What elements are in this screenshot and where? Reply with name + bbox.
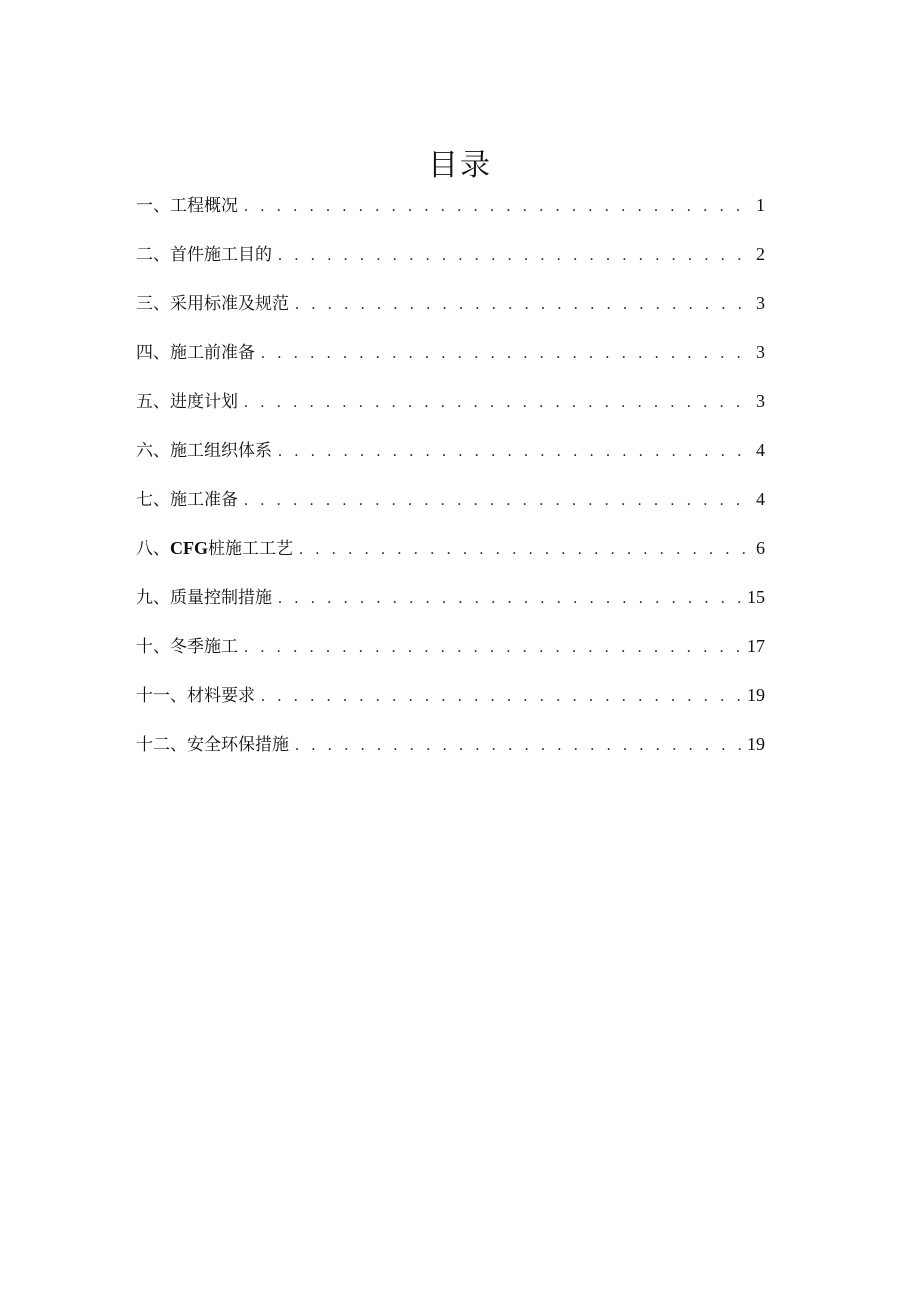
toc-entry[interactable] [136,333,765,371]
toc-entry[interactable] [136,186,765,224]
toc-entry[interactable] [136,676,765,714]
toc-page-number: 3 [756,391,765,411]
toc-entry-label: 九、质量控制措施 [136,588,272,608]
toc-entry[interactable] [136,480,765,518]
toc-page-number: 1 [756,195,765,215]
toc-entry-label: 十、冬季施工 [136,637,238,657]
toc-dot-leader [278,580,743,618]
toc-entry[interactable] [136,235,765,273]
toc-entry-label: 六、施工组织体系 [136,441,272,461]
toc-dot-leader [299,531,752,569]
toc-entry[interactable] [136,382,765,420]
toc-page-number: 4 [756,489,765,509]
toc-entry[interactable] [136,284,765,322]
toc-entry-label: 一、工程概况 [136,196,238,216]
toc-dot-leader [244,482,752,520]
toc-dot-leader [278,433,752,471]
toc-dot-leader [244,188,752,226]
toc-dot-leader [244,629,743,667]
toc-entry[interactable] [136,578,765,616]
toc-page-number: 3 [756,342,765,362]
toc-page-number: 3 [756,293,765,313]
toc-page-number: 17 [747,636,765,656]
toc-page-number: 2 [756,244,765,264]
toc-dot-leader [261,335,752,373]
toc-entry-label: 三、采用标准及规范 [136,294,289,314]
toc-dot-leader [278,237,752,275]
toc-page-number: 19 [747,734,765,754]
table-of-contents [136,186,765,774]
toc-page-number: 15 [747,587,765,607]
toc-entry-label: 十一、材料要求 [136,686,255,706]
toc-entry-label: 七、施工准备 [136,490,238,510]
page-title: 目录 [428,148,492,184]
toc-entry[interactable] [136,529,765,567]
toc-page-number: 4 [756,440,765,460]
toc-entry-label: 八、CFG桩施工工艺 [136,538,293,559]
toc-entry-label: 五、进度计划 [136,392,238,412]
toc-dot-leader [295,286,752,324]
toc-dot-leader [261,678,743,716]
toc-entry-label: 十二、安全环保措施 [136,735,289,755]
toc-entry[interactable] [136,627,765,665]
toc-page-number: 6 [756,538,765,558]
toc-entry-label: 四、施工前准备 [136,343,255,363]
toc-entry[interactable] [136,431,765,469]
toc-entry-label: 二、首件施工目的 [136,245,272,265]
toc-page-number: 19 [747,685,765,705]
toc-dot-leader [295,727,743,765]
toc-entry[interactable] [136,725,765,763]
toc-dot-leader [244,384,752,422]
